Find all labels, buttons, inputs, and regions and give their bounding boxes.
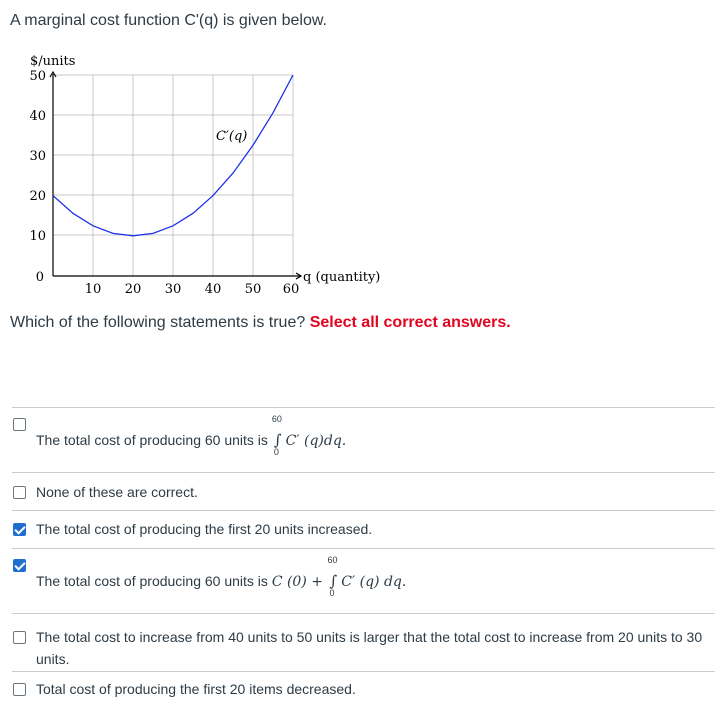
answer-1-text [36, 414, 347, 457]
marginal-cost-graph [0, 40, 400, 310]
answer-4-expression: C′ (q) dq. [341, 574, 407, 590]
y-tick-40: 40 [29, 109, 46, 124]
answer-3-text: The total cost of producing the first 20 units increased. [36, 521, 373, 537]
answer-3-checkbox[interactable] [13, 523, 26, 536]
y-axis-label: $/units [30, 54, 76, 69]
answer-option-3[interactable] [12, 510, 715, 548]
answer-1-checkbox[interactable] [13, 418, 26, 431]
x-tick-50: 50 [244, 282, 262, 297]
y-tick-0: 0 [35, 270, 44, 285]
integral-sign: ∫ 60 0 [327, 555, 338, 598]
question-instruction: Select all correct answers. [309, 314, 511, 331]
grid [53, 75, 293, 276]
answer-option-1[interactable] [12, 407, 715, 472]
integral-upper-limit: 60 [271, 414, 282, 424]
y-tick-30: 30 [29, 149, 46, 164]
x-tick-40: 40 [204, 282, 222, 297]
answer-option-4[interactable] [12, 548, 715, 613]
y-tick-10: 10 [29, 229, 46, 244]
answer-1-prefix: The total cost of producing 60 units is [36, 432, 272, 448]
y-tick-50: 50 [29, 69, 46, 84]
x-tick-20: 20 [124, 282, 142, 297]
answer-option-5[interactable] [12, 613, 715, 671]
integral-lower-limit: 0 [273, 447, 279, 457]
integral-upper-limit: 60 [327, 555, 338, 565]
question-stem: Which of the following statements is true? [10, 314, 306, 331]
answer-4-text [36, 555, 407, 598]
answer-6-text: Total cost of producing the first 20 items decreased. [36, 681, 356, 697]
x-axis-label: q (quantity) [303, 270, 381, 285]
answer-1-expression: C′ (q)dq. [285, 433, 347, 449]
answer-list [12, 407, 715, 709]
answer-option-6[interactable] [12, 671, 715, 709]
x-tick-60: 60 [282, 282, 300, 297]
answer-2-checkbox[interactable] [13, 486, 26, 499]
question-text [10, 314, 511, 332]
answer-2-text: None of these are correct. [36, 484, 198, 500]
integral-lower-limit: 0 [329, 588, 335, 598]
curve-label: C′(q) [216, 129, 248, 144]
answer-4-math-prefix: C (0) + [271, 574, 328, 590]
x-tick-30: 30 [164, 282, 182, 297]
answer-option-2[interactable] [12, 472, 715, 510]
axes [50, 72, 301, 279]
integral-sign: ∫ 60 0 [271, 414, 282, 457]
x-tick-labels [85, 282, 300, 297]
x-tick-10: 10 [84, 282, 102, 297]
answer-4-prefix: The total cost of producing 60 units is [36, 573, 272, 589]
answer-4-checkbox[interactable] [13, 559, 26, 572]
y-tick-labels [29, 69, 46, 285]
answer-5-checkbox[interactable] [13, 631, 26, 644]
answer-5-text: The total cost to increase from 40 units to 50 units is larger that the total cost to increase from 20 units to 30 units. [36, 629, 703, 667]
answer-6-checkbox[interactable] [13, 683, 26, 696]
y-tick-20: 20 [29, 189, 46, 204]
problem-prompt: A marginal cost function C'(q) is given below. [10, 12, 327, 29]
